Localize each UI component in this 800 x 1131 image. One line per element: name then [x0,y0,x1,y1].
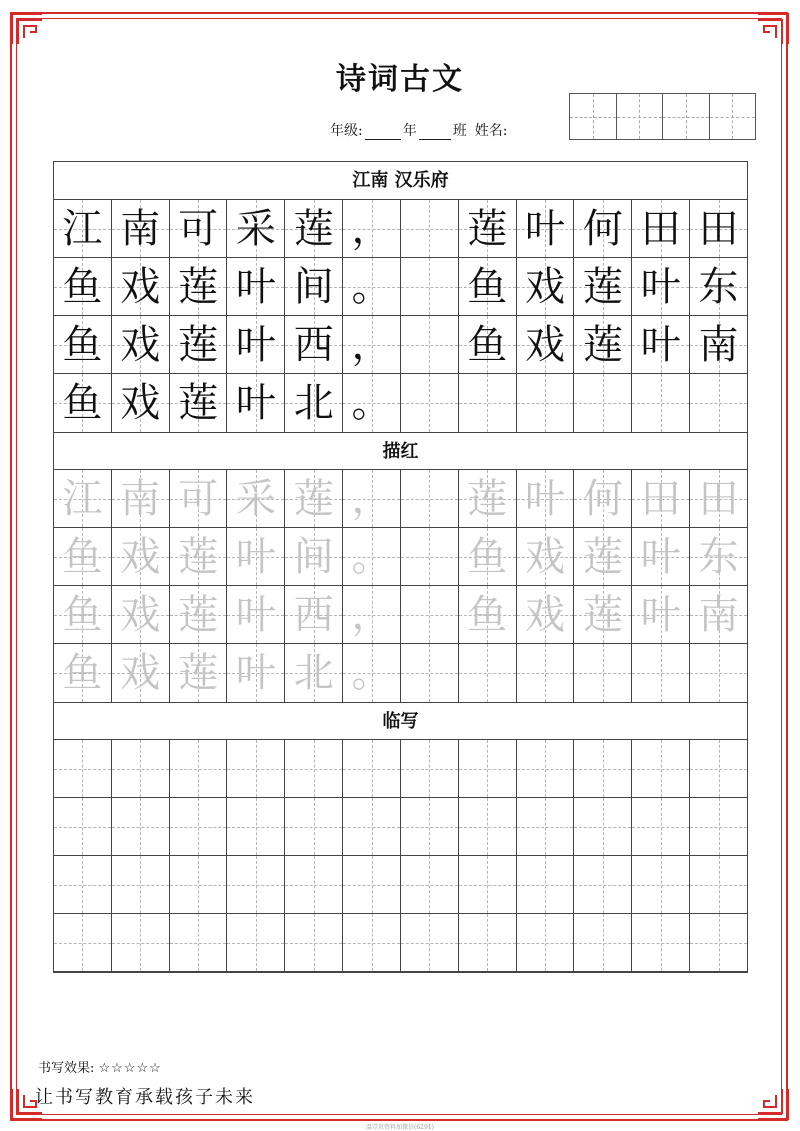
grid-cell[interactable] [170,740,228,797]
grid-cell [690,200,747,257]
grid-cell [112,200,170,257]
grid-cell[interactable] [574,740,632,797]
grid-cell[interactable] [459,528,517,585]
grid-cell[interactable] [517,798,575,855]
grid-cell[interactable] [170,470,228,527]
character: 叶 [640,263,681,310]
character: 戏 [525,263,566,310]
grid-cell[interactable] [517,528,575,585]
character: 戏 [120,263,161,310]
footer-note: 温壹页资料加微信(6291) [366,1124,434,1131]
grid-cell[interactable] [517,644,575,702]
character: 江 [62,475,103,522]
character: 采 [235,475,276,522]
character: 南 [120,475,161,522]
character: 叶 [235,321,276,368]
character: 戏 [120,591,161,638]
character: 叶 [235,380,276,426]
grid-cell[interactable] [401,740,459,797]
character: ， [351,475,392,522]
grid-cell [285,316,343,373]
grid-cell [112,316,170,373]
trace-heading: 描红 [54,432,747,470]
grid-cell [401,374,459,432]
student-info [330,120,507,140]
character: 戏 [120,321,161,368]
grid-cell [343,258,401,315]
character: 北 [293,380,334,426]
grid-cell[interactable] [285,914,343,971]
grid-cell[interactable] [54,470,112,527]
grid-cell[interactable] [227,856,285,913]
character: 。 [351,650,392,696]
grid-cell[interactable] [112,470,170,527]
character: 鱼 [62,533,103,580]
grid-cell[interactable] [227,740,285,797]
character: 戏 [120,650,161,696]
grid-cell[interactable] [285,856,343,913]
grade-blank[interactable] [365,125,401,140]
grid-cell [517,374,575,432]
corner-ornament-icon [756,12,790,46]
grid-cell[interactable] [343,856,401,913]
grid-cell[interactable] [170,528,228,585]
grid-cell[interactable] [54,528,112,585]
grid-cell [632,200,690,257]
character: 叶 [640,533,681,580]
name-cell[interactable] [663,94,710,139]
grid-cell [690,258,747,315]
character: 叶 [235,650,276,696]
grid-row [54,740,747,798]
grid-cell[interactable] [632,528,690,585]
writing-sheet [53,161,748,973]
grid-cell[interactable] [459,856,517,913]
character: 戏 [525,533,566,580]
grid-cell[interactable] [632,914,690,971]
grid-cell [227,200,285,257]
character: 叶 [525,475,566,522]
character: 南 [698,591,739,638]
name-label: 姓名: [474,123,508,139]
grid-cell[interactable] [112,856,170,913]
name-cell[interactable] [710,94,756,139]
grid-cell[interactable] [459,644,517,702]
grid-row [54,374,747,432]
character: 叶 [640,321,681,368]
grid-cell[interactable] [401,528,459,585]
character: 戏 [120,533,161,580]
grid-cell[interactable] [343,528,401,585]
grid-row [54,644,747,702]
grid-cell[interactable] [170,644,228,702]
grid-cell [459,316,517,373]
practice-heading: 临写 [54,702,747,740]
character: 鱼 [467,263,508,310]
grid-cell[interactable] [574,528,632,585]
grid-cell [54,374,112,432]
grid-cell [112,374,170,432]
grid-cell[interactable] [227,528,285,585]
character: 何 [582,205,623,252]
character: 何 [582,475,623,522]
grid-cell[interactable] [517,740,575,797]
grid-row [54,798,747,856]
character: 戏 [525,321,566,368]
grid-cell[interactable] [112,586,170,643]
year-suffix: 年 [402,123,417,139]
grid-cell[interactable] [632,586,690,643]
grid-cell[interactable] [632,856,690,913]
grid-cell[interactable] [690,644,747,702]
character: 叶 [235,263,276,310]
grid-cell [574,374,632,432]
character: 西 [293,321,334,368]
grid-cell [170,200,228,257]
grid-cell [690,374,747,432]
name-cell[interactable] [617,94,664,139]
character: 。 [351,380,392,426]
character: 莲 [293,475,334,522]
grid-cell [343,316,401,373]
character: 间 [293,263,334,310]
name-grid[interactable] [569,93,756,140]
grid-cell[interactable] [632,470,690,527]
slogan: 让书写教育承载孩子未来 [35,1087,255,1108]
character: 南 [120,205,161,252]
character: 莲 [178,263,219,310]
character: 莲 [178,380,219,426]
poem-heading: 江南 汉乐府 [54,162,747,200]
grid-cell [459,258,517,315]
grid-row [54,914,747,972]
star-rating[interactable]: ☆☆☆☆☆ [98,1061,162,1076]
grid-cell[interactable] [517,470,575,527]
grid-cell [285,258,343,315]
character: 莲 [582,533,623,580]
character: 鱼 [62,380,103,426]
character: 戏 [525,591,566,638]
grid-cell [227,374,285,432]
grid-cell[interactable] [690,528,747,585]
character: ， [351,321,392,368]
character: 鱼 [62,263,103,310]
character: 叶 [640,591,681,638]
grid-cell[interactable] [112,528,170,585]
grid-cell [170,316,228,373]
grid-cell[interactable] [227,586,285,643]
grid-row [54,586,747,644]
grid-cell[interactable] [170,798,228,855]
character: 鱼 [467,591,508,638]
grid-cell[interactable] [54,856,112,913]
grid-cell [401,200,459,257]
grid-cell[interactable] [54,644,112,702]
grid-cell [517,200,575,257]
grid-cell [285,374,343,432]
character: 。 [351,263,392,310]
character: 莲 [178,321,219,368]
grid-cell[interactable] [401,914,459,971]
character: 叶 [235,591,276,638]
grid-row [54,856,747,914]
grid-row [54,470,747,528]
grid-cell [170,374,228,432]
writing-effect [38,1057,162,1076]
character: 鱼 [62,591,103,638]
grid-cell[interactable] [343,586,401,643]
grid-cell [112,258,170,315]
grid-cell[interactable] [459,470,517,527]
grid-cell[interactable] [112,798,170,855]
character: 鱼 [467,533,508,580]
character: 北 [293,650,334,696]
grid-cell[interactable] [632,798,690,855]
character: 莲 [293,205,334,252]
grid-cell[interactable] [54,740,112,797]
grid-row [54,258,747,316]
corner-ornament-icon [756,1087,790,1121]
grid-cell[interactable] [227,470,285,527]
grid-cell[interactable] [170,586,228,643]
grid-cell[interactable] [690,914,747,971]
character: 叶 [235,533,276,580]
corner-ornament-icon [10,12,44,46]
character: 田 [640,475,681,522]
grid-cell[interactable] [459,586,517,643]
grid-cell[interactable] [459,740,517,797]
grid-cell[interactable] [343,914,401,971]
character: 东 [698,533,739,580]
grid-cell[interactable] [170,856,228,913]
grid-cell[interactable] [690,740,747,797]
grid-cell [517,258,575,315]
grid-cell[interactable] [401,470,459,527]
grid-row [54,528,747,586]
grid-cell[interactable] [517,586,575,643]
grid-cell[interactable] [459,798,517,855]
grid-cell [401,316,459,373]
grid-cell [343,200,401,257]
character: 莲 [178,533,219,580]
grid-cell[interactable] [285,740,343,797]
trace-grid [54,470,747,702]
grid-cell [632,374,690,432]
grid-cell[interactable] [690,798,747,855]
character: 间 [293,533,334,580]
grid-cell[interactable] [401,586,459,643]
name-cell[interactable] [570,94,617,139]
grid-cell[interactable] [632,740,690,797]
grid-cell [227,258,285,315]
character: ， [351,591,392,638]
grid-cell[interactable] [459,914,517,971]
character: 莲 [582,591,623,638]
grid-cell [54,316,112,373]
grid-cell[interactable] [170,914,228,971]
grid-cell [459,200,517,257]
character: 可 [178,205,219,252]
character: ， [351,205,392,252]
character: 鱼 [467,321,508,368]
character: 南 [698,321,739,368]
grid-cell[interactable] [112,740,170,797]
grid-cell [632,316,690,373]
character: 田 [698,205,739,252]
grid-cell[interactable] [112,914,170,971]
grid-cell [227,316,285,373]
grid-cell[interactable] [285,528,343,585]
grid-cell[interactable] [54,586,112,643]
page-title: 诗词古文 [336,62,464,97]
grid-cell [401,258,459,315]
character: 莲 [467,475,508,522]
character: 鱼 [62,321,103,368]
grid-cell[interactable] [285,798,343,855]
grid-cell[interactable] [227,914,285,971]
grid-cell[interactable] [227,798,285,855]
practice-grid [54,740,747,972]
character: 田 [698,475,739,522]
effect-label: 书写效果: [38,1061,95,1076]
grid-cell[interactable] [574,470,632,527]
character: 田 [640,205,681,252]
grid-cell [574,200,632,257]
grid-cell[interactable] [690,856,747,913]
grid-cell[interactable] [285,470,343,527]
grid-cell[interactable] [343,798,401,855]
grid-cell [54,258,112,315]
grid-cell [285,200,343,257]
character: 莲 [178,591,219,638]
grid-cell [690,316,747,373]
grid-cell[interactable] [343,740,401,797]
character: 江 [62,205,103,252]
grid-cell [574,316,632,373]
grid-cell[interactable] [517,914,575,971]
grid-cell [632,258,690,315]
character: 采 [235,205,276,252]
grid-cell[interactable] [401,644,459,702]
grid-cell [54,200,112,257]
grid-cell[interactable] [112,644,170,702]
grid-cell [574,258,632,315]
character: 鱼 [62,650,103,696]
character: 。 [351,533,392,580]
grid-cell [343,374,401,432]
grid-cell[interactable] [574,856,632,913]
poem-grid [54,200,747,432]
grid-cell[interactable] [401,856,459,913]
grid-cell [459,374,517,432]
class-suffix: 班 [452,123,467,139]
grid-cell[interactable] [574,914,632,971]
grid-cell[interactable] [285,644,343,702]
grid-cell[interactable] [574,586,632,643]
grid-cell[interactable] [517,856,575,913]
grid-cell[interactable] [343,644,401,702]
character: 叶 [525,205,566,252]
grid-cell[interactable] [285,586,343,643]
grid-cell[interactable] [690,470,747,527]
grid-cell[interactable] [54,798,112,855]
character: 莲 [178,650,219,696]
grid-cell [170,258,228,315]
character: 莲 [582,321,623,368]
grid-cell[interactable] [574,798,632,855]
grid-cell[interactable] [227,644,285,702]
character: 莲 [582,263,623,310]
grid-cell[interactable] [343,470,401,527]
grid-cell[interactable] [690,586,747,643]
grid-row [54,200,747,258]
grid-cell[interactable] [574,644,632,702]
character: 东 [698,263,739,310]
grade-label: 年级: [330,123,363,139]
character: 可 [178,475,219,522]
grid-cell [517,316,575,373]
class-blank[interactable] [419,125,451,140]
grid-cell[interactable] [401,798,459,855]
grid-row [54,316,747,374]
grid-cell[interactable] [632,644,690,702]
character: 西 [293,591,334,638]
character: 戏 [120,380,161,426]
character: 莲 [467,205,508,252]
grid-cell[interactable] [54,914,112,971]
